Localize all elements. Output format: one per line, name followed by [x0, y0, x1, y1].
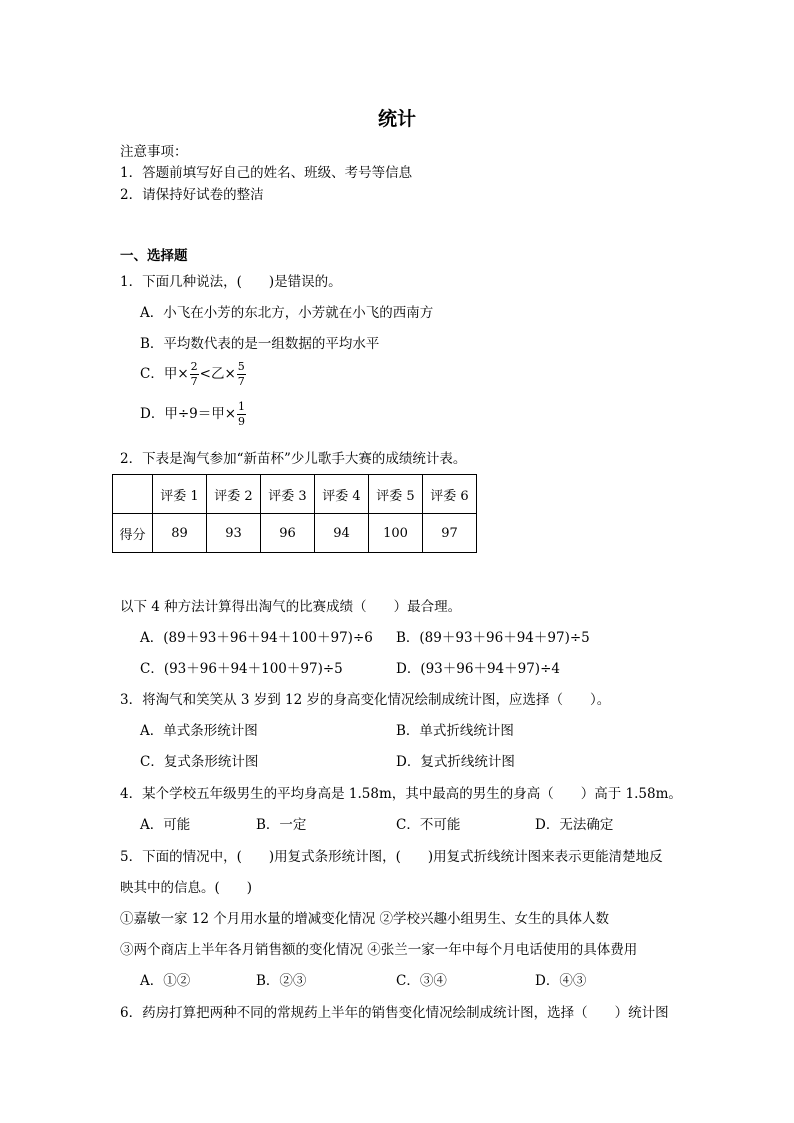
question-5-item-line-2: ③两个商店上半年各月销售额的变化情况 ④张兰一家一年中每个月电话使用的具体费用 [120, 942, 638, 958]
fraction-denominator: 9 [238, 415, 246, 428]
question-3-stem: 3．将淘气和笑笑从 3 岁到 12 岁的身高变化情况绘制成统计图，应选择（ ）。 [120, 692, 611, 708]
table-header-cell: 评委 2 [207, 475, 261, 514]
fraction-numerator: 1 [238, 400, 246, 413]
question-1-option-d [140, 400, 247, 429]
notes-heading: 注意事项： [120, 144, 188, 160]
table-cell: 93 [207, 514, 261, 553]
table-row-label: 得分 [113, 514, 153, 553]
table-cell: 97 [423, 514, 477, 553]
question-4-option-d: D．无法确定 [535, 817, 614, 833]
question-1-option-a: A．小飞在小芳的东北方，小芳就在小飞的西南方 [140, 305, 434, 321]
question-2-stem: 2．下表是淘气参加“新苗杯”少儿歌手大赛的成绩统计表。 [120, 451, 467, 467]
page-title: 统计 [377, 108, 416, 130]
table-cell: 100 [369, 514, 423, 553]
fraction [190, 360, 199, 389]
table-cell: 89 [153, 514, 207, 553]
question-4-stem: 4．某个学校五年级男生的平均身高是 1.58m，其中最高的男生的身高（ ）高于 1.58m。 [120, 786, 682, 802]
table-header-cell: 评委 6 [423, 475, 477, 514]
table-header-row [113, 475, 477, 514]
notes-item-1: 1．答题前填写好自己的姓名、班级、考号等信息 [120, 165, 413, 181]
table-cell: 96 [261, 514, 315, 553]
question-5-stem-line-1: 5．下面的情况中，( )用复式条形统计图，( )用复式折线统计图来表示更能清楚地反 [120, 849, 663, 865]
option-c-prefix: C．甲× [140, 366, 189, 382]
question-5-item-line-1: ①嘉敏一家 12 个月用水量的增减变化情况 ②学校兴趣小组男生、女生的具体人数 [120, 911, 610, 927]
question-4-option-a: A．可能 [140, 817, 191, 833]
fraction-denominator: 7 [190, 375, 198, 388]
question-5-option-c: C．③④ [396, 973, 447, 989]
option-c-middle: <乙× [199, 366, 236, 382]
fraction-numerator: 5 [237, 360, 245, 373]
question-5-option-a: A．①② [140, 973, 191, 989]
question-4-option-c: C．不可能 [396, 817, 461, 833]
fraction-numerator: 2 [190, 360, 198, 373]
question-2-option-c: C．(93＋96＋94＋100＋97)÷5 [140, 661, 343, 677]
table-header-cell: 评委 3 [261, 475, 315, 514]
table-row [113, 514, 477, 553]
question-1-option-b: B．平均数代表的是一组数据的平均水平 [140, 336, 380, 352]
fraction [237, 400, 246, 429]
table-header-cell: 评委 1 [153, 475, 207, 514]
option-d-prefix: D．甲÷9＝甲× [140, 406, 237, 422]
question-3-option-b: B．单式折线统计图 [396, 723, 514, 739]
table-cell: 94 [315, 514, 369, 553]
question-4-option-b: B．一定 [256, 817, 307, 833]
notes-item-2: 2．请保持好试卷的整洁 [120, 187, 264, 203]
table-header-cell [113, 475, 153, 514]
score-table [112, 474, 477, 553]
question-1-option-c [140, 360, 247, 389]
fraction [237, 360, 246, 389]
question-2-option-b: B．(89＋93＋96＋94＋97)÷5 [396, 630, 590, 646]
fraction-denominator: 7 [237, 375, 245, 388]
question-5-stem-line-2: 映其中的信息。( ) [120, 880, 253, 896]
table-header-cell: 评委 5 [369, 475, 423, 514]
section-heading: 一、选择题 [120, 248, 188, 264]
question-2-option-d: D．(93＋96＋94＋97)÷4 [396, 661, 560, 677]
question-5-option-b: B．②③ [256, 973, 307, 989]
question-3-option-a: A．单式条形统计图 [140, 723, 258, 739]
question-1-stem: 1．下面几种说法，( )是错误的。 [120, 274, 342, 290]
question-2-option-a: A．(89＋93＋96＋94＋100＋97)÷6 [140, 630, 373, 646]
question-6-stem: 6．药房打算把两种不同的常规药上半年的销售变化情况绘制成统计图，选择（ ）统计图 [120, 1005, 669, 1021]
question-3-option-c: C．复式条形统计图 [140, 754, 259, 770]
question-2-followup: 以下 4 种方法计算得出淘气的比赛成绩（ ）最合理。 [120, 599, 462, 615]
question-5-option-d: D．④③ [535, 973, 587, 989]
question-3-option-d: D．复式折线统计图 [396, 754, 515, 770]
table-header-cell: 评委 4 [315, 475, 369, 514]
